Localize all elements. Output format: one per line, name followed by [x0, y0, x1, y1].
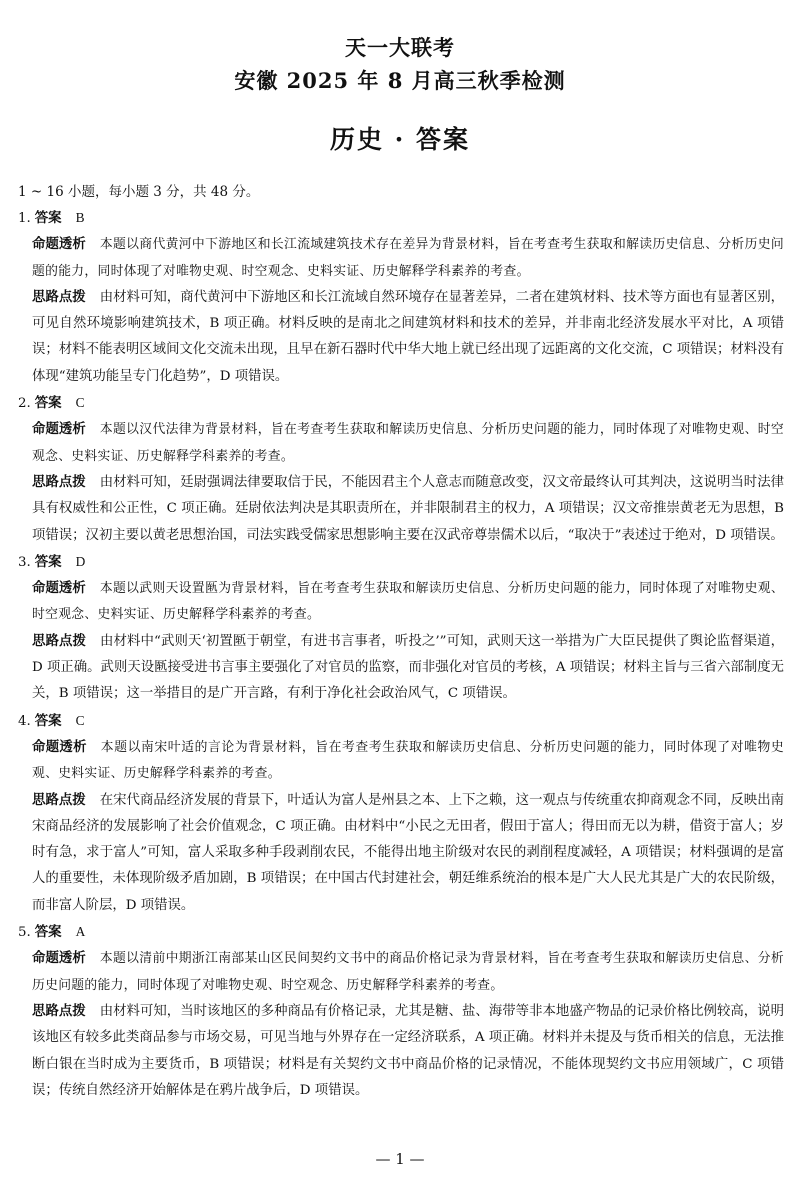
question-header — [18, 205, 784, 232]
subject-title: 历史 · 答案 — [329, 125, 471, 154]
answer-label: 答案 — [34, 713, 62, 729]
guide-label: 思路点拨 — [32, 474, 86, 490]
answer-list — [18, 205, 784, 1104]
question-header — [18, 549, 784, 576]
guide-paragraph — [32, 788, 784, 919]
answer-label: 答案 — [34, 554, 62, 570]
answer-label: 答案 — [34, 211, 62, 226]
analysis-paragraph — [32, 946, 784, 999]
analysis-label: 命题透析 — [32, 422, 86, 438]
answer-option: D — [75, 553, 86, 569]
guide-label: 思路点拨 — [32, 792, 86, 808]
guide-text: 由材料可知，当时该地区的多种商品有价格记录，尤其是糖、盐、海带等非本地盛产物品的记录价格比例较高，说明该地区有较多此类商品参与市场交易，可见当地与外界存在一定经济联系，A 项正确。材料并未提及与货币相关的信息，无法推断白银在当时成为主要货币，B 项错误；材料是有关契约文书中商品价格的记录情况，不能体现契约文书应用领域广，C 项错误；传统自然经济开始解体是在鸦片战争后，D 项错误。 — [32, 1003, 785, 1098]
analysis-text: 本题以商代黄河中下游地区和长江流域建筑技术存在差异为背景材料，旨在考查考生获取和解读历史信息、分析历史问题的能力，同时体现了对唯物史观、时空观念、史料实证、历史解释学科素养的考查。 — [32, 237, 784, 279]
analysis-label: 命题透析 — [32, 739, 87, 755]
answer-option: B — [75, 210, 85, 225]
question-number: 3. — [18, 554, 31, 570]
answer-option: C — [75, 395, 85, 411]
guide-label: 思路点拨 — [32, 289, 86, 305]
question-item — [18, 549, 784, 708]
question-item — [18, 919, 784, 1104]
analysis-text: 本题以武则天设置匦为背景材料，旨在考查考生获取和解读历史信息、分析历史问题的能力，同时体现了对唯物史观、时空观念、史料实证、历史解释学科素养的考查。 — [32, 581, 784, 623]
analysis-paragraph — [32, 232, 784, 285]
question-item — [18, 708, 784, 919]
question-item — [18, 205, 784, 390]
guide-text: 由材料可知，廷尉强调法律要取信于民，不能因君主个人意志而随意改变，汉文帝最终认可其判决，这说明当时法律具有权威性和公正性，C 项正确。廷尉依法判决是其职责所在，并非限制君主的权力，A 项错误；汉文帝推崇黄老无为思想，B 项错误；汉初主要以黄老思想治国，司法实践受儒家思想影响主要在汉武帝尊崇儒术以后，“取决于”表述过于绝对，D 项错误。 — [32, 474, 785, 543]
analysis-label: 命题透析 — [32, 581, 86, 597]
guide-label: 思路点拨 — [32, 1003, 86, 1019]
analysis-label: 命题透析 — [32, 951, 86, 967]
section-instruction: 1 ~ 16 小题，每小题 3 分，共 48 分。 — [18, 184, 260, 200]
answer-option: A — [75, 924, 86, 940]
exam-organizer-title: 天一大联考 — [345, 35, 455, 60]
question-header — [18, 708, 784, 735]
answer-option: C — [75, 712, 85, 728]
question-number: 5. — [18, 925, 31, 941]
guide-paragraph — [32, 470, 784, 549]
analysis-text: 本题以南宋叶适的言论为背景材料，旨在考查考生获取和解读历史信息、分析历史问题的能力，同时体现了对唯物史观、史料实证、历史解释学科素养的考查。 — [32, 739, 785, 782]
guide-text: 由材料中“武则天‘初置匦于朝堂，有进书言事者，听投之’”可知，武则天这一举措为广大臣民提供了舆论监督渠道，D 项正确。武则天设匦接受进书言事主要强化了对官员的监察，而非强化对官员的考核，A 项错误；材料主旨与三省六部制度无关，B 项错误；这一举措目的是广开言路，有利于净化社会政治风气，C 项错误。 — [32, 633, 785, 702]
guide-label: 思路点拨 — [32, 633, 87, 649]
answer-label: 答案 — [34, 396, 62, 412]
analysis-paragraph — [32, 417, 784, 470]
analysis-text: 本题以汉代法律为背景材料，旨在考查考生获取和解读历史信息、分析历史问题的能力，同时体现了对唯物史观、时空观念、史料实证、历史解释学科素养的考查。 — [32, 422, 784, 464]
answer-label: 答案 — [34, 925, 62, 941]
question-header — [18, 919, 784, 946]
analysis-text: 本题以清前中期浙江南部某山区民间契约文书中的商品价格记录为背景材料，旨在考查考生获取和解读历史信息、分析历史问题的能力，同时体现了对唯物史观、时空观念、历史解释学科素养的考查。 — [32, 951, 784, 993]
analysis-paragraph — [32, 576, 784, 629]
page-number: — 1 — — [375, 1150, 425, 1168]
guide-paragraph — [32, 285, 784, 390]
guide-text: 由材料可知，商代黄河中下游地区和长江流域自然环境存在显著差异，二者在建筑材料、技术等方面也有显著区别，可见自然环境影响建筑技术，B 项正确。材料反映的是南北之间建筑材料和技术的差异，并非南北经济发展水平对比，A 项错误；材料不能表明区域间文化交流未出现，且早在新石器时代中华大地上就已经出现了远距离的文化交流，C 项错误；材料没有体现“建筑功能呈专门化趋势”，D 项错误。 — [32, 289, 785, 384]
question-number: 4. — [18, 713, 31, 729]
question-item — [18, 390, 784, 549]
question-number: 2. — [18, 396, 31, 412]
guide-paragraph — [32, 629, 784, 708]
analysis-paragraph — [32, 735, 784, 788]
guide-paragraph — [32, 999, 784, 1104]
question-header — [18, 390, 784, 417]
exam-title: 安徽 2025 年 8 月高三秋季检测 — [234, 68, 566, 93]
analysis-label: 命题透析 — [32, 237, 86, 253]
question-number: 1. — [18, 211, 31, 226]
guide-text: 在宋代商品经济发展的背景下，叶适认为富人是州县之本、上下之赖，这一观点与传统重农抑商观念不同，反映出南宋商品经济的发展影响了社会价值观念，C 项正确。由材料中“小民之无田者，假田于富人；得田而无以为耕，借资于富人；岁时有急，求于富人”可知，富人采取多种手段剥削农民，不能得出地主阶级对农民的剥削程度减轻，A 项错误；材料强调的是富人的重要性，未体现阶级矛盾加剧，B 项错误；在中国古代封建社会，朝廷维系统治的根本是广大人民尤其是广大的农民阶级，而非富人阶层，D 项错误。 — [32, 792, 785, 913]
